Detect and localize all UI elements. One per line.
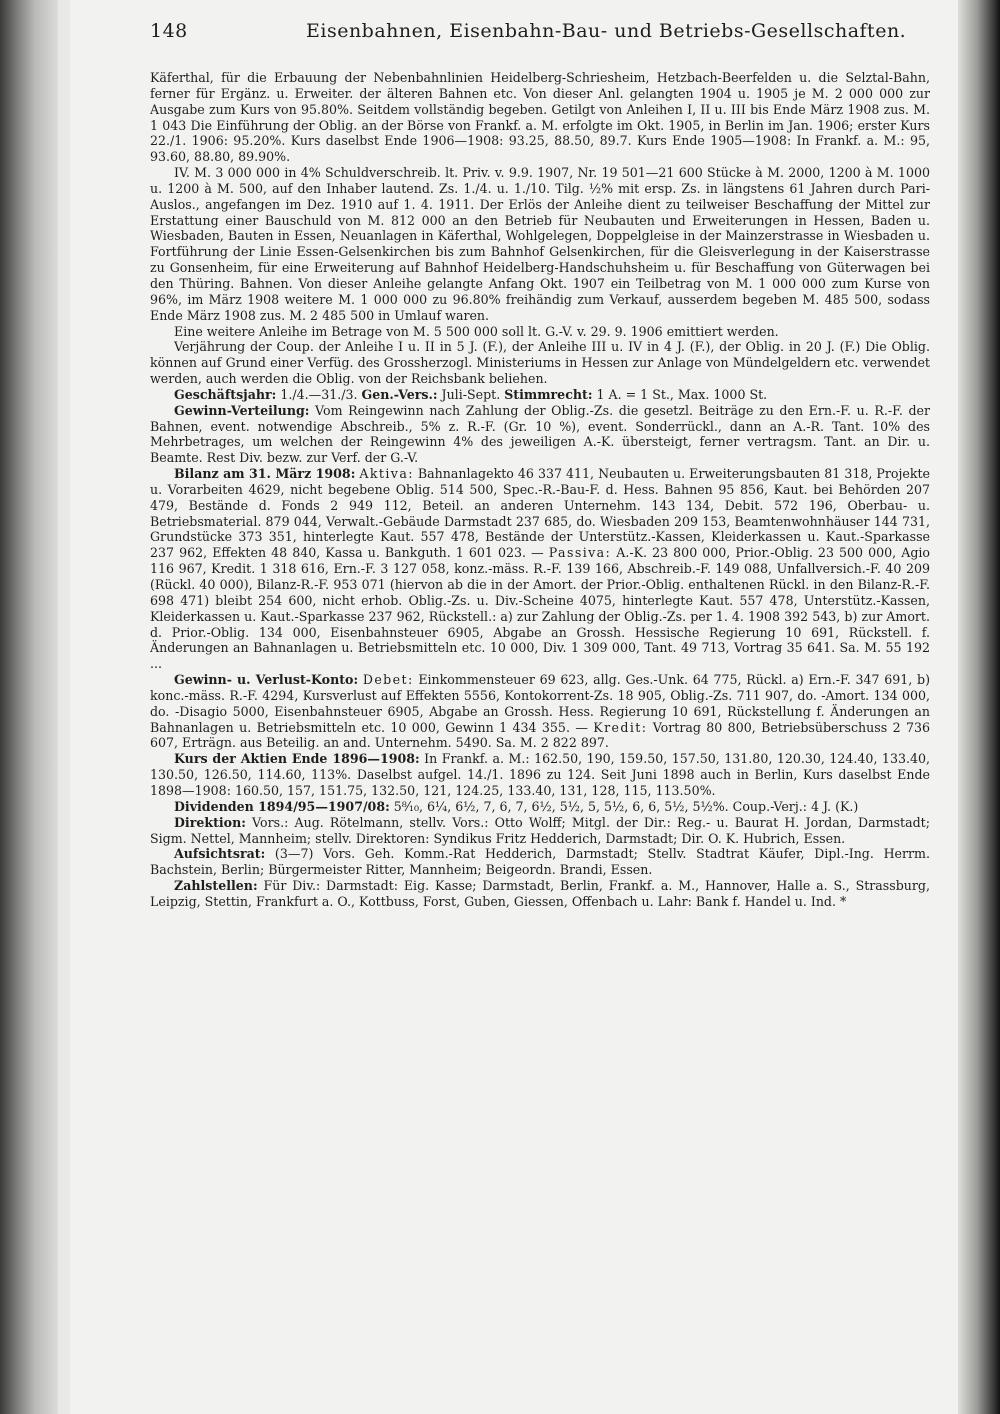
scan-edge-right (958, 0, 1000, 1414)
running-title: Eisenbahnen, Eisenbahn-Bau- und Betriebs-Gesellschaften. (306, 20, 907, 42)
label-stimmrecht: Stimmrecht: (504, 386, 593, 402)
label-aufsichtsrat: Aufsichtsrat: (174, 846, 266, 862)
text-gewinn-verteilung: Vom Reingewinn nach Zahlung der Oblig.-Zs. die gesetzl. Beiträge zu den Ern.-F. u. R.-F. der Bahnen, event. notwendige Abschreib., 5% z. R.-F. (Gr. 10 %), event. Sonderrückl., dann an A.-R. Tant. 10% des Mehrbetrages, um welchen der Reingewinn 4% des jeweiligen A.-K. übersteigt, ferner vertragsm. Tant. an Dir. u. Beamte. Rest Div. bezw. zur Verf. der G.-V. (150, 402, 930, 466)
paragraph-zahlstellen (150, 878, 930, 910)
scan-edge-left (0, 0, 58, 1414)
label-gewinn-verteilung: Gewinn-Verteilung: (174, 402, 310, 418)
paragraph-geschaeftsjahr (150, 387, 930, 403)
text-passiva: A.-K. 23 800 000, Prior.-Oblig. 23 500 000, Agio 116 967, Kredit. 1 318 616, Ern.-F. 3 127 058, konz.-mäss. R.-F. 139 166, Abschreib.-F. 149 088, Unfallversich.-F. 40 209 (Rückl. 40 000), Bilanz-R.-F. 953 071 (hiervon ab die in der Amort. der Prior.-Oblig. enthaltenen Rückl. in den Bilanz-R.-F. 698 471) bleibt 254 600, nicht erhob. Oblig.-Zs. u. Div.-Scheine 4075, hinterlegte Kaut. 557 478, Unterstütz.-Kassen, Kleiderkassen u. Kaut.-Sparkasse 237 962, Rückstell.: a) zur Zahlung der Oblig.-Zs. per 1. 4. 1908 392 543, b) zur Amort. d. Prior.-Oblig. 134 000, Eisenbahnsteuer 6905, Abgabe an Grossh. Hessische Regierung 10 691, Rückstell. f. Änderungen an Bahnanlagen u. Betriebsmitteln etc. 10 000, Div. 1 309 000, Tant. 49 713, Vortrag 35 641. Sa. M. 55 192 ... (150, 545, 930, 672)
paragraph-direktion (150, 815, 930, 847)
label-aktiva: Aktiva: (359, 466, 414, 482)
label-geschaeftsjahr: Geschäftsjahr: (174, 386, 277, 402)
paragraph-anleihe-iv: IV. M. 3 000 000 in 4% Schuldverschreib. lt. Priv. v. 9.9. 1907, Nr. 19 501—21 600 Stücke à M. 2000, 1200 à M. 1000 u. 1200 à M. 500, auf den Inhaber lautend. Zs. 1./4. u. 1./10. Tilg. ½% mit ersp. Zs. in längstens 61 Jahren durch Pari-Auslos., angefangen im Dez. 1910 auf 1. 4. 1911. Der Erlös der Anleihe dient zu teilweiser Beschaffung der Mittel zur Erstattung einer Bauschuld von M. 812 000 an den Betrieb für Neubauten und Erweiterungen in Hessen, Baden u. Wiesbaden, Bauten in Essen, Neuanlagen in Käferthal, Wohlgelegen, Doppelgleise in der Mainzerstrasse in Wiesbaden u. Fortführung der Linie Essen-Gelsenkirchen bis zum Bahnhof Gelsenkirchen, für die Gleisverlegung in der Kaiserstrasse zu Gonsenheim, für eine Erweiterung auf Bahnhof Heidelberg-Handschuhsheim u. für Beschaffung von Güterwagen bei den Thüring. Bahnen. Von dieser Anleihe gelangte Anfang Okt. 1907 ein Teilbetrag von M. 1 000 000 zum Kurse von 96%, im März 1908 weitere M. 1 000 000 zu 96.80% freihändig zum Verkauf, ausserdem begeben M. 485 500, sodass Ende März 1908 zus. M. 2 485 500 in Umlauf waren. (150, 165, 930, 323)
text-kredit: Vortrag 80 800, Betriebsüberschuss 2 736 607, Erträgn. aus Beteilig. an and. Unternehm. 5490. Sa. M. 2 822 897. (150, 719, 930, 751)
text-aktiva: Bahnanlagekto 46 337 411, Neubauten u. Erweiterungsbauten 81 318, Projekte u. Vorarbeiten 4629, nicht begebene Oblig. 514 500, Spec.-R.-Bau-F. d. Hess. Bahnen 95 856, Kaut. bei Behörden 207 479, Bestände d. Fonds 2 949 112, Beteil. an anderen Unternehm. 143 134, Debit. 572 196, Oberbau- u. Betriebsmaterial. 879 044, Verwalt.-Gebäude Darmstadt 237 685, do. Wiesbaden 209 153, Beamtenwohnhäuser 144 731, Grundstücke 373 351, hinterlegte Kaut. 557 478, Bestände der Unterstütz.-Kassen, Kleiderkassen u. Kaut.-Sparkasse 237 962, Effekten 48 840, Kassa u. Bankguth. 1 601 023. — (150, 466, 930, 561)
label-kurs-aktien: Kurs der Aktien Ende 1896—1908: (174, 751, 420, 767)
paragraph-gewinn-verlust (150, 672, 930, 751)
text-zahlstellen: Für Div.: Darmstadt: Eig. Kasse; Darmstadt, Berlin, Frankf. a. M., Hannover, Halle a. S., Strassburg, Leipzig, Stettin, Frankfurt a. O., Kottbuss, Forst, Guben, Giessen, Offenbach u. Lahr: Bank f. Handel u. Ind. * (150, 878, 930, 909)
document-body (150, 70, 930, 910)
paragraph-kurs-aktien (150, 751, 930, 799)
text-debet: Einkommensteuer 69 623, allg. Ges.-Unk. 64 775, Rückl. a) Ern.-F. 347 691, b) konc.-mäss. R.-F. 4294, Kursverlust auf Effekten 5556, Kontokorrent-Zs. 18 905, Oblig.-Zs. 711 907, do. -Amort. 134 000, do. -Disagio 5000, Eisenbahnsteuer 6905, Abgabe an Grossh. Hess. Regierung 10 691, Rückstellung f. Änderungen an Bahnanlagen u. Betriebsmitteln etc. 10 000, Gewinn 1 434 355. — (150, 672, 930, 735)
label-kredit: Kredit: (593, 719, 648, 735)
label-bilanz: Bilanz am 31. März 1908: (174, 466, 356, 482)
text-gen-vers: Juli-Sept. (437, 386, 505, 402)
label-direktion: Direktion: (174, 814, 246, 830)
paragraph-aufsichtsrat (150, 846, 930, 878)
paragraph-bilanz (150, 466, 930, 672)
label-gen-vers: Gen.-Vers.: (361, 386, 438, 402)
text-direktion: Vors.: Aug. Rötelmann, stellv. Vors.: Otto Wolff; Mitgl. der Dir.: Reg.- u. Baurat H. Jordan, Darmstadt; Sigm. Nettel, Mannheim; stellv. Direktoren: Syndikus Fritz Hedderich, Darmstadt; Dir. O. K. Hubrich, Essen. (150, 814, 930, 846)
paragraph-weitere-anleihe: Eine weitere Anleihe im Betrage von M. 5 500 000 soll lt. G.-V. v. 29. 9. 1906 emittiert werden. (174, 323, 779, 339)
text-dividenden: 5⁸⁄₁₀, 6¼, 6½, 7, 6, 7, 6½, 5½, 5, 5½, 6, 6, 5½, 5½%. Coup.-Verj.: 4 J. (K.) (389, 798, 859, 814)
page-number: 148 (150, 20, 188, 42)
page-header (88, 18, 908, 48)
text-geschaeftsjahr: 1./4.—31./3. (276, 386, 362, 402)
text-kurs-aktien: In Frankf. a. M.: 162.50, 190, 159.50, 157.50, 131.80, 120.30, 124.40, 133.40, 130.50, 126.50, 114.60, 113%. Daselbst aufgel. 14./1. 1896 zu 124. Seit Juni 1898 auch in Berlin, Kurs daselbst Ende 1898—1908: 160.50, 157, 151.75, 132.50, 121, 124.25, 133.40, 131, 128, 115, 113.50%. (150, 751, 930, 798)
label-zahlstellen: Zahlstellen: (174, 878, 258, 894)
paragraph-anleihe-iii: Käferthal, für die Erbauung der Nebenbahnlinien Heidelberg-Schriesheim, Hetzbach-Beerfelden u. die Selztal-Bahn, ferner für Ergänz. u. Erweiter. der älteren Bahnen etc. Von dieser Anl. gelangten 1904 u. 1905 je M. 2 000 000 zur Ausgabe zum Kurs von 95.80%. Seitdem vollständig begeben. Getilgt von Anleihen I, II u. III bis Ende März 1908 zus. M. 1 043 Die Einführung der Oblig. an der Börse von Frankf. a. M. erfolgte im Okt. 1905, in Berlin im Jan. 1906; erster Kurs 22./1. 1906: 95.20%. Kurs daselbst Ende 1906—1908: 93.25, 88.50, 89.7. Kurs Ende 1905—1908: In Frankf. a. M.: 95, 93.60, 88.80, 89.90%. (150, 70, 930, 165)
text-aufsichtsrat: (3—7) Vors. Geh. Komm.-Rat Hedderich, Darmstadt; Stellv. Stadtrat Käufer, Dipl.-Ing. Herrm. Bachstein, Berlin; Bürgermeister Ritter, Mannheim; Beigeordn. Brandi, Essen. (150, 846, 930, 878)
paragraph-gewinn-verteilung (150, 403, 930, 466)
label-passiva: Passiva: (548, 545, 612, 561)
paragraph-verjaehrung: Verjährung der Coup. der Anleihe I u. II in 5 J. (F.), der Anleihe III u. IV in 4 J. (F.), der Oblig. in 20 J. (F.) Die Oblig. können auf Grund einer Verfüg. des Grossherzogl. Ministeriums in Hessen zur Anlage von Mündelgeldern etc. verwendet werden, auch werden die Oblig. von der Reichsbank beliehen. (150, 339, 930, 387)
label-debet: Debet: (362, 672, 414, 688)
text-stimmrecht: 1 A. = 1 St., Max. 1000 St. (592, 386, 768, 402)
paragraph-dividenden (150, 799, 930, 815)
label-gewinn-verlust: Gewinn- u. Verlust-Konto: (174, 672, 359, 688)
label-dividenden: Dividenden 1894/95—1907/08: (174, 798, 390, 814)
